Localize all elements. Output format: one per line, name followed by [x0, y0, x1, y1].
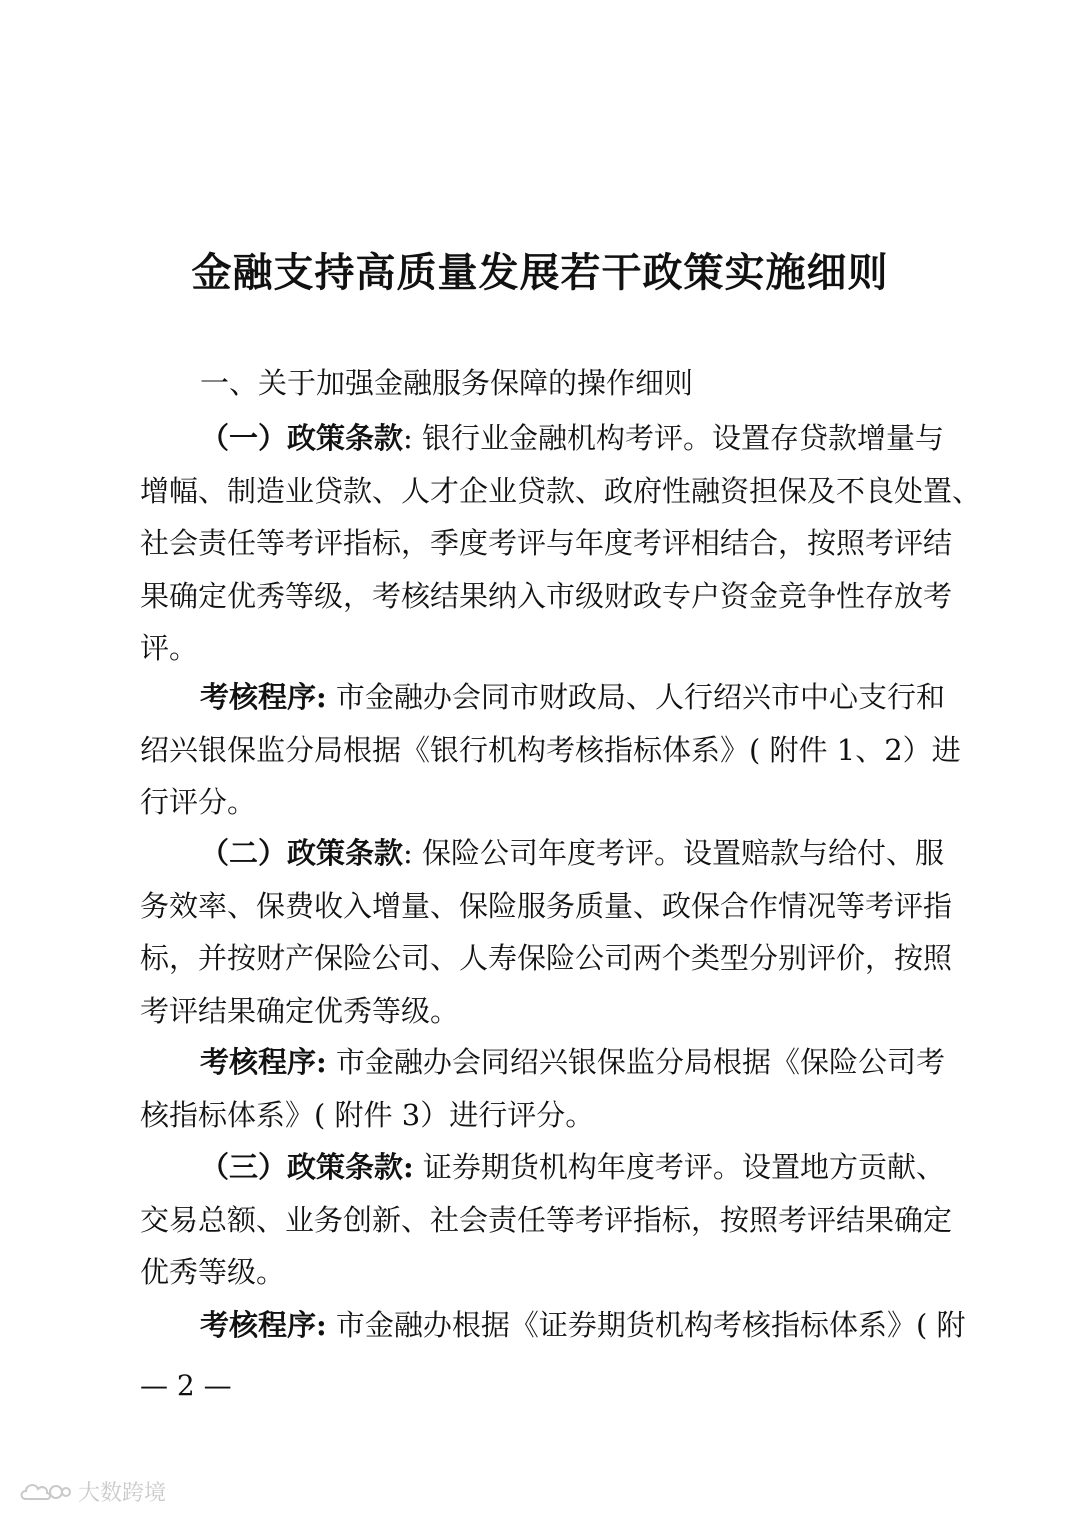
cloud-logo-icon — [18, 1479, 72, 1505]
watermark — [18, 1476, 166, 1507]
paragraph-line — [140, 1141, 945, 1194]
clause-text: 市金融办会同绍兴银保监分局根据《保险公司考 — [326, 1045, 945, 1079]
paragraph-line: 增幅、制造业贷款、人才企业贷款、政府性融资担保及不良处置、 — [140, 473, 982, 508]
clause-label: 考核程序: — [200, 1308, 327, 1342]
paragraph-line: 行评分。 — [140, 785, 257, 819]
paragraph-line: 绍兴银保监分局根据《银行机构考核指标体系》( 附件 1、2）进 — [140, 732, 961, 767]
paragraph-procedure-3 — [140, 1299, 966, 1352]
clause-label: 考核程序: — [200, 680, 327, 714]
clause-label: （三）政策条款: — [200, 1150, 414, 1184]
watermark-text: 大数跨境 — [78, 1481, 167, 1506]
paragraph-policy-1 — [140, 412, 982, 675]
paragraph-line — [140, 827, 945, 880]
paragraph-line: 务效率、保费收入增量、保险服务质量、政保合作情况等考评指 — [140, 888, 953, 923]
clause-text: 证券期货机构年度考评。设置地方贡献、 — [413, 1150, 945, 1184]
document-title: 金融支持高质量发展若干政策实施细则 — [191, 249, 889, 296]
paragraph-line: 果确定优秀等级，考核结果纳入市级财政专户资金竞争性存放考 — [140, 578, 953, 613]
paragraph-line: 社会责任等考评指标，季度考评与年度考评相结合，按照考评结 — [140, 526, 953, 560]
paragraph-line — [140, 671, 945, 724]
paragraph-policy-2 — [140, 827, 953, 1037]
page-number: — 2 — — [140, 1369, 232, 1402]
paragraph-line — [140, 1036, 945, 1089]
paragraph-line: 核指标体系》( 附件 3）进行评分。 — [140, 1097, 595, 1132]
paragraph-line: 交易总额、业务创新、社会责任等考评指标，按照考评结果确定 — [140, 1202, 953, 1237]
paragraph-line: 考评结果确定优秀等级。 — [140, 993, 460, 1028]
section-heading: 一、关于加强金融服务保障的操作细则 — [200, 366, 694, 400]
paragraph-line: 优秀等级。 — [140, 1255, 286, 1289]
paragraph-line — [140, 1299, 966, 1352]
clause-text: 市金融办会同市财政局、人行绍兴市中心支行和 — [326, 680, 945, 714]
paragraph-line: 评。 — [140, 631, 199, 665]
clause-text: : 银行业金融机构考评。设置存贷款增量与 — [403, 421, 945, 455]
paragraph-procedure-1 — [140, 671, 961, 829]
paragraph-line: 标，并按财产保险公司、人寿保险公司两个类型分别评价，按照 — [140, 941, 953, 975]
clause-text: : 保险公司年度考评。设置赔款与给付、服 — [403, 836, 945, 870]
clause-label: （一）政策条款 — [200, 421, 404, 455]
paragraph-procedure-2 — [140, 1036, 945, 1141]
paragraph-policy-3 — [140, 1141, 953, 1299]
paragraph-line — [140, 412, 945, 465]
clause-label: （二）政策条款 — [200, 836, 404, 870]
clause-label: 考核程序: — [200, 1045, 327, 1079]
clause-text: 市金融办根据《证券期货机构考核指标体系》( 附 — [326, 1308, 966, 1342]
